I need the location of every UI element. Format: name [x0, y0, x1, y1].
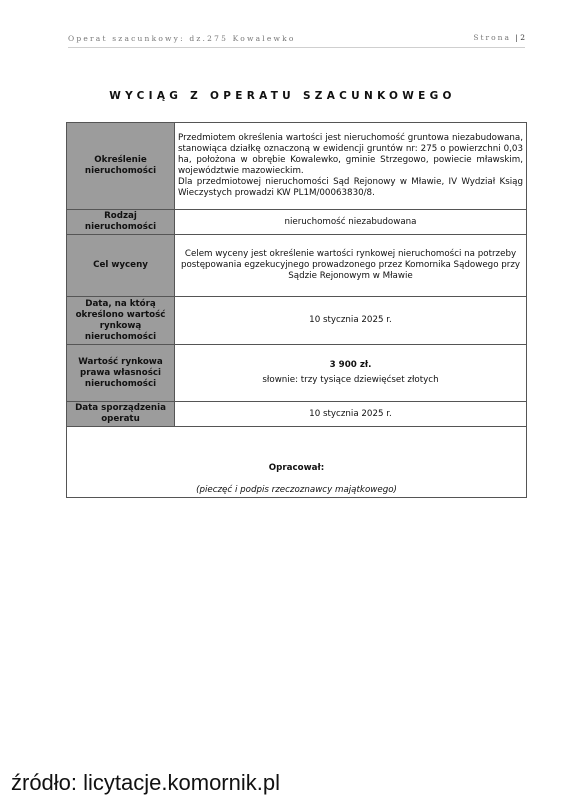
header-document-name: Operat szacunkowy: dz.275 Kowalewko — [68, 34, 296, 43]
table-row — [67, 297, 527, 345]
market-value-label: Wartość rynkowa prawa własności nieruchomości — [67, 345, 175, 402]
market-value-cell — [175, 345, 527, 402]
signature-cell — [67, 427, 527, 498]
table-row — [67, 402, 527, 427]
property-description: Przedmiotem określenia wartości jest nieruchomość gruntowa niezabudowana, stanowiąca działkę oznaczoną w ewidencji gruntów nr: 275 o powierzchni 0,03 ha, położona w obrębie Kowalewko, gminie Strzegowo, powiecie mławskim, województwie mazowieckim. — [178, 133, 523, 176]
header-page-indicator — [473, 33, 525, 42]
valuation-summary-table — [66, 122, 527, 498]
valuation-date-label: Data, na którą określono wartość rynkową nieruchomości — [67, 297, 175, 345]
property-type-value: nieruchomość niezabudowana — [175, 210, 527, 235]
property-definition-value — [175, 123, 527, 210]
table-row — [67, 345, 527, 402]
valuation-purpose-value: Celem wyceny jest określenie wartości rynkowej nieruchomości na potrzeby postępowania egzekucyjnego prowadzonego przez Komornika Sądowego przy Sądzie Rejonowym w Mławie — [175, 235, 527, 297]
document-title: WYCIĄG Z OPERATU SZACUNKOWEGO — [109, 90, 456, 102]
report-date-value: 10 stycznia 2025 r. — [175, 402, 527, 427]
table-row — [67, 235, 527, 297]
table-row — [67, 427, 527, 498]
table-row — [67, 210, 527, 235]
table-row — [67, 123, 527, 210]
source-caption: źródło: licytacje.komornik.pl — [11, 770, 280, 795]
header-page-number: | 2 — [515, 33, 525, 42]
market-value-amount: 3 900 zł. — [329, 360, 372, 370]
header-page-label: Strona — [473, 33, 511, 42]
land-register-info: Dla przedmiotowej nieruchomości Sąd Rejonowy w Mławie, IV Wydział Ksiąg Wieczystych prowadzi KW PL1M/00063830/8. — [178, 177, 523, 198]
property-definition-label: Określenie nieruchomości — [67, 123, 175, 210]
valuation-purpose-label: Cel wyceny — [67, 235, 175, 297]
valuation-date-value: 10 stycznia 2025 r. — [175, 297, 527, 345]
market-value-in-words: słownie: trzy tysiące dziewięćset złotych — [262, 375, 439, 385]
property-type-label: Rodzaj nieruchomości — [67, 210, 175, 235]
stamp-signature-caption: (pieczęć i podpis rzeczoznawcy majątkowego) — [196, 485, 397, 495]
page-header — [68, 33, 525, 48]
prepared-by-label: Opracował: — [268, 462, 325, 473]
report-date-label: Data sporządzenia operatu — [67, 402, 175, 427]
